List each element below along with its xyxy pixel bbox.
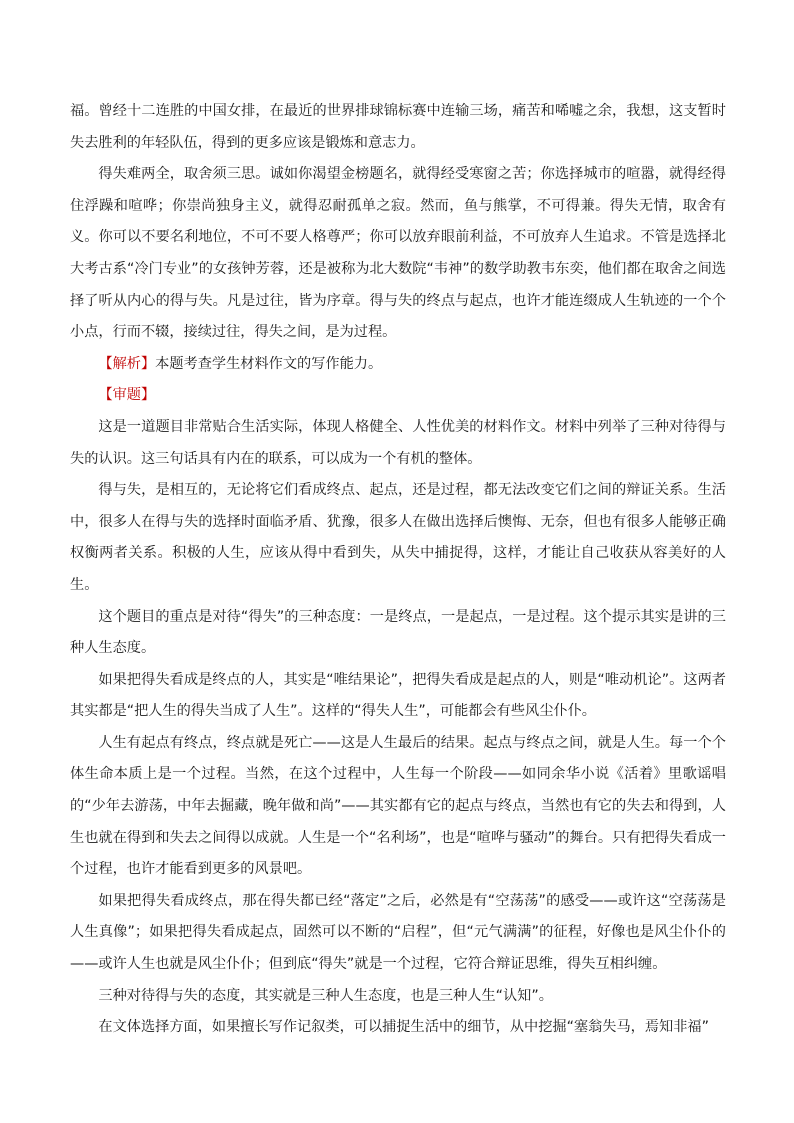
analysis-text: 本题考查学生材料作文的写作能力。 (155, 355, 383, 372)
paragraph-end-start: 如果把得失看成终点，那在得失都已经“落定”之后，必然是有“空荡荡”的感受——或许这“空荡荡是人生真像”；如果把得失看成起点，固然可以不断的“启程”，但“元气满满”的征程，好像也是风尘仆仆的——或许人生也就是风尘仆仆；但到底“得失”就是一个过程，它符合辩证思维，得失互相纠缠。 (70, 892, 726, 973)
paragraph-three-cognitions: 三种对待得与失的态度，其实就是三种人生态度，也是三种人生“认知”。 (98, 987, 553, 1004)
paragraph-gain-loss-choice: 得失难两全，取舍须三思。诚如你渴望金榜题名，就得经受寒窗之苦；你选择城市的喧嚣，就得经得住浮躁和喧哗；你崇尚独身主义，就得忍耐孤单之寂。然而，鱼与熊掌，不可得兼。得失无情，取舍有义。你可以不要名利地位，不可不要人格尊严；你可以放弃眼前利益，不可放弃人生追求。不管是选择北大考古系“冷门专业”的女孩钟芳蓉，还是被称为北大数院“韦神”的数学助教韦东奕，他们都在取舍之间选择了听从内心的得与失。凡是过往，皆为序章。得与失的终点与起点，也许才能连缀成人生轨迹的一个个小点，行而不辍，接续过往，得失之间，是为过程。 (70, 166, 726, 341)
analysis-tag: 【解析】 (98, 355, 156, 372)
paragraph-three-attitudes: 这个题目的重点是对待“得失”的三种态度：一是终点，一是起点，一是过程。这个提示其实是讲的三种人生态度。 (70, 608, 726, 657)
paragraph-life-process: 人生有起点有终点，终点就是死亡——这是人生最后的结果。起点与终点之间，就是人生。每一个个体生命本质上是一个过程。当然，在这个过程中，人生每一个阶段——如同余华小说《活着》里歌谣唱的“少年去游荡，中年去掘藏，晚年做和尚”——其实都有它的起点与终点，当然也有它的失去和得到，人生也就在得到和失去之间得以成就。人生是一个“名利场”，也是“喧哗与骚动”的舞台。只有把得失看成一个过程，也许才能看到更多的风景吧。 (70, 734, 726, 878)
analysis-section (70, 349, 726, 381)
paragraph-continuation: 福。曾经十二连胜的中国女排，在最近的世界排球锦标赛中连输三场，痛苦和唏嘘之余，我想，这支暂时失去胜利的年轻队伍，得到的更多应该是锻炼和意志力。 (70, 103, 726, 151)
paragraph-topic-overview: 这是一道题目非常贴合生活实际，体现人格健全、人性优美的材料作文。材料中列举了三种对待得与失的认识。这三句话具有内在的联系，可以成为一个有机的整体。 (70, 418, 726, 467)
document-body (70, 96, 726, 1044)
review-section (70, 380, 726, 412)
paragraph-dialectic: 得与失，是相互的，无论将它们看成终点、起点，还是过程，都无法改变它们之间的辩证关系。生活中，很多人在得与失的选择时面临矛盾、犹豫，很多人在做出选择后懊悔、无奈，但也有很多人能够正确权衡两者关系。积极的人生，应该从得中看到失，从失中捕捉得，这样，才能让自己收获从容美好的人生。 (70, 482, 726, 593)
paragraph-result-motive: 如果把得失看成是终点的人，其实是“唯结果论”，把得失看成是起点的人，则是“唯动机论”。这两者其实都是“把人生的得失当成了人生”。这样的“得失人生”，可能都会有些风尘仆仆。 (70, 671, 726, 720)
paragraph-genre-choice: 在文体选择方面，如果擅长写作记叙类，可以捕捉生活中的细节，从中挖掘“塞翁失马，焉知非福” (98, 1019, 709, 1036)
review-tag: 【审题】 (98, 387, 156, 404)
